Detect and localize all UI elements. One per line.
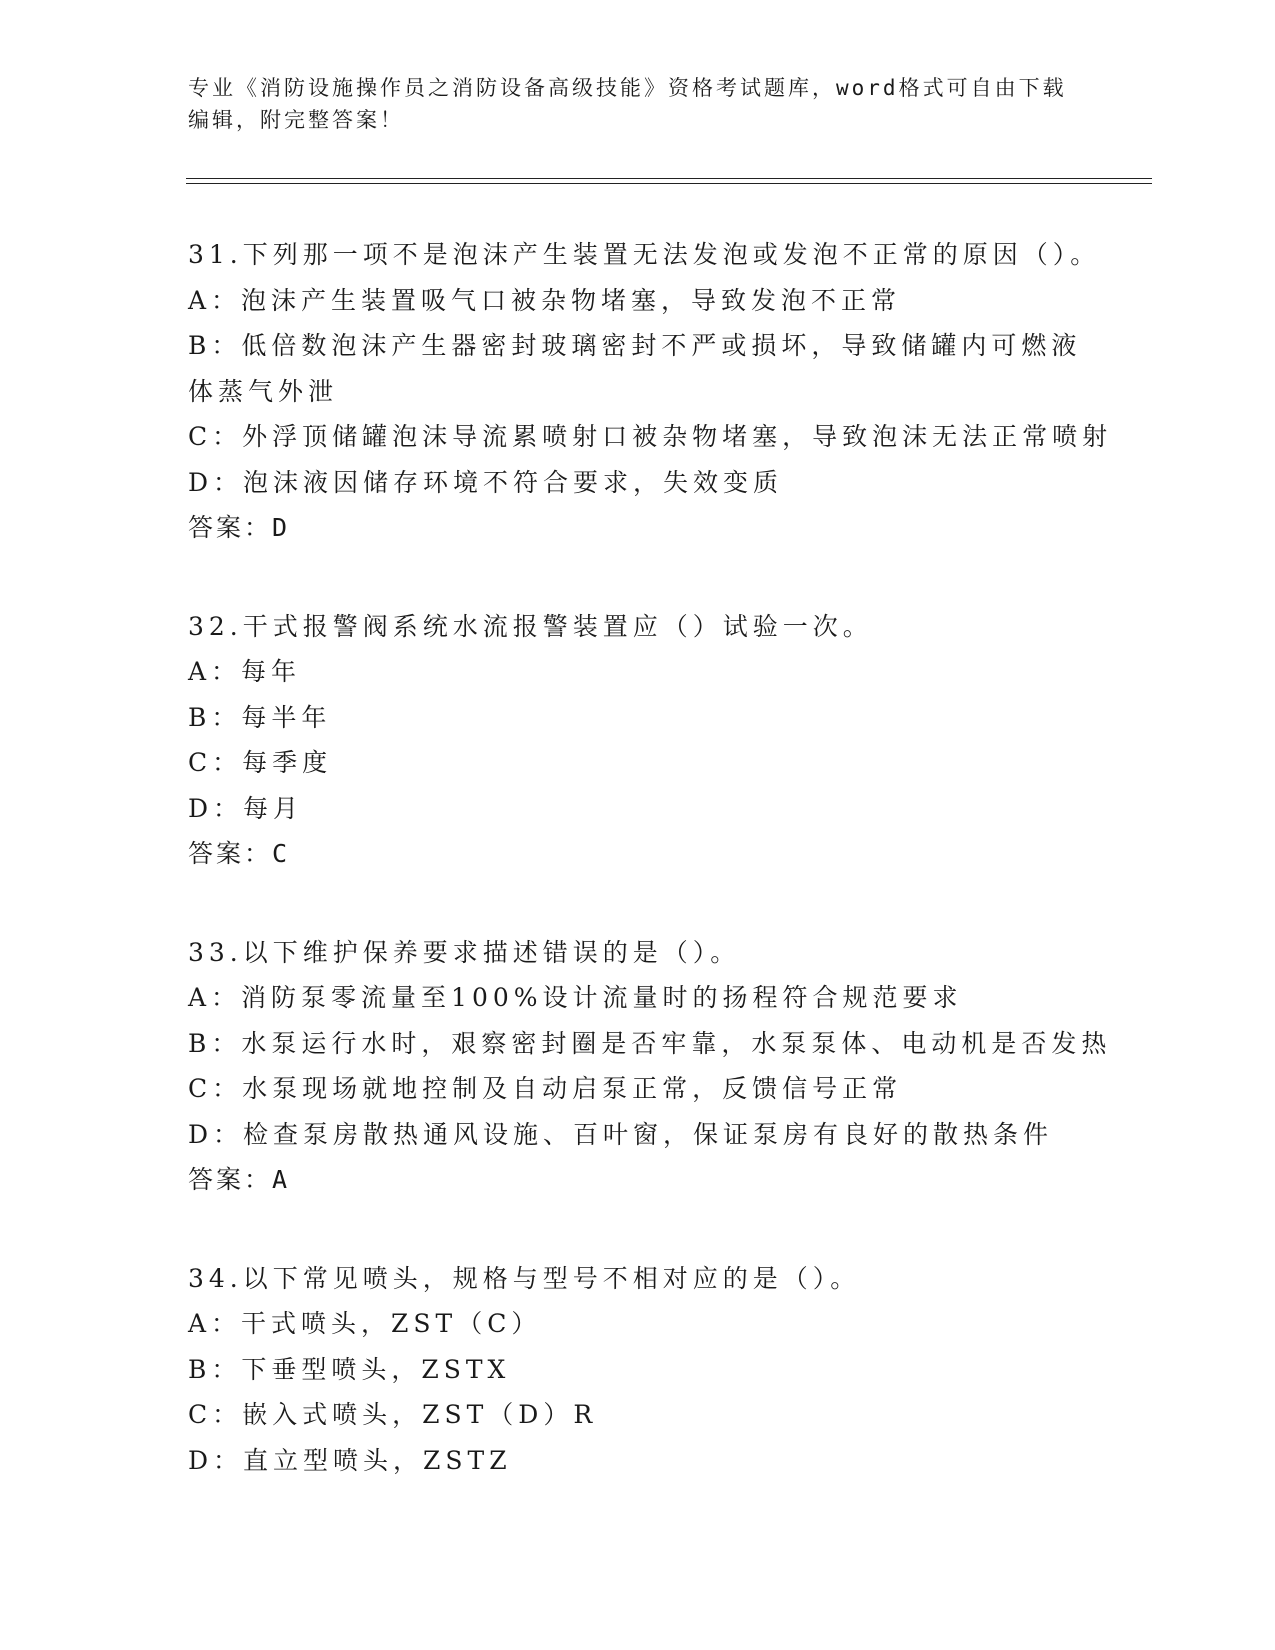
question-32 (188, 604, 1088, 877)
option-d: D：每月 (188, 793, 304, 823)
question-list (188, 232, 1113, 1536)
answer: 答案：A (188, 1165, 291, 1194)
option-b: B：低倍数泡沫产生器密封玻璃密封不严或损坏，导致储罐内可燃液体蒸气外泄 (188, 331, 1082, 406)
question-stem: 31.下列那一项不是泡沫产生装置无法发泡或发泡不正常的原因（）。 (188, 240, 1101, 269)
question-stem: 34.以下常见喷头，规格与型号不相对应的是（）。 (188, 1263, 861, 1293)
option-c: C：水泵现场就地控制及自动启泵正常，反馈信号正常 (188, 1074, 903, 1103)
option-d: D：泡沫液因储存环境不符合要求，失效变质 (188, 467, 784, 497)
header-rule-top (186, 178, 1152, 179)
option-a: A：消防泵零流量至100%设计流量时的扬程符合规范要求 (188, 983, 963, 1012)
option-d: D：检查泵房散热通风设施、百叶窗，保证泵房有良好的散热条件 (188, 1119, 1054, 1149)
question-stem: 32.干式报警阀系统水流报警装置应（）试验一次。 (188, 611, 873, 641)
option-b: B：水泵运行水时，艰察密封圈是否牢靠，水泵泵体、电动机是否发热 (188, 1028, 1112, 1058)
document-header: 专业《消防设施操作员之消防设备高级技能》资格考试题库，word格式可自由下载编辑，附完整答案！ (188, 76, 1067, 132)
option-a: A：干式喷头，ZST（C） (188, 1309, 542, 1338)
question-stem: 33.以下维护保养要求描述错误的是（）。 (188, 937, 741, 967)
question-33 (188, 930, 1112, 1203)
question-31 (188, 232, 1113, 551)
option-d: D：直立型喷头，ZSTZ (188, 1445, 512, 1475)
option-b: B：下垂型喷头，ZSTX (188, 1354, 511, 1384)
header-rule-bottom (186, 183, 1152, 184)
option-c: C：嵌入式喷头，ZST（D）R (188, 1400, 598, 1429)
option-b: B：每半年 (188, 702, 332, 732)
option-c: C：外浮顶储罐泡沫导流累喷射口被杂物堵塞，导致泡沫无法正常喷射 (188, 422, 1113, 451)
option-a: A：每年 (188, 657, 302, 686)
option-c: C：每季度 (188, 748, 333, 777)
option-a: A：泡沫产生装置吸气口被杂物堵塞，导致发泡不正常 (188, 285, 902, 315)
question-34 (188, 1256, 1088, 1484)
answer: 答案：D (188, 513, 291, 542)
answer: 答案：C (188, 839, 291, 868)
